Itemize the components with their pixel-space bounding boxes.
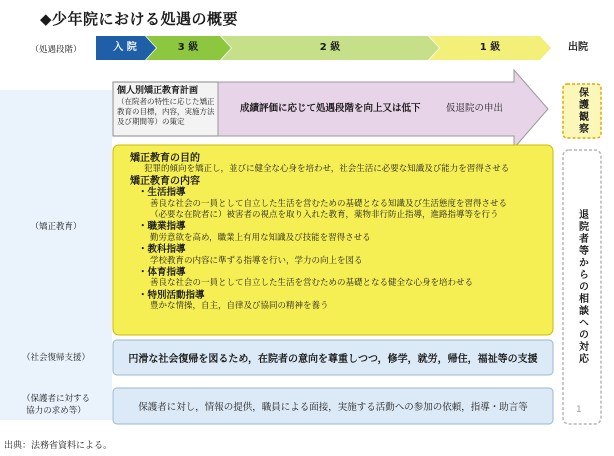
- plan-body: （在院者の特性に応じた矯正教育の目標，内容，実施方法及び期間等）の策定: [117, 97, 215, 126]
- item-life-line2: （必要な在院者に）被害者の視点を取り入れた教育，薬物非行防止指導，進路指導等を行う: [150, 210, 499, 221]
- purpose-body: 犯罪的傾向を矯正し，並びに健全な心身を培わせ，社会生活に必要な知識及び能力を習得させる: [144, 164, 510, 175]
- content-title: 矯正教育の内容: [130, 175, 200, 187]
- item-special-title: ・特別活動指導: [138, 289, 205, 301]
- correctional-content: [130, 153, 550, 313]
- row-label-social: （社会復帰支援）: [21, 353, 90, 363]
- stage-exit-label: 出院: [568, 42, 588, 53]
- item-academic-title: ・教科指導: [138, 244, 186, 256]
- item-vocational-line1: 勤労意欲を高め，職業上有用な知識及び技能を習得させる: [150, 232, 371, 243]
- plan-title: 個人別矯正教育計画: [117, 86, 199, 96]
- item-life-line1: 善良な社会の一員として自立した生活を営むための基礎となる知識及び生活態度を習得させる: [150, 198, 508, 209]
- arrow-text-parole: 仮退院の申出: [446, 103, 504, 114]
- probation-label-wrap: [563, 84, 601, 138]
- guardian-text: 保護者に対し，情報の提供，職員による面接，実施する活動への参加の依頼，指導・助言等: [138, 402, 528, 413]
- row-label-guardian: （保護者に対する 協力の求め等）: [21, 394, 90, 416]
- row-label-stage: （処遇段階）: [30, 45, 82, 55]
- consult-label-wrap: [563, 150, 601, 424]
- item-pe-title: ・体育指導: [138, 267, 186, 279]
- stage-1-label: 1 級: [479, 42, 501, 53]
- purpose-title: 矯正教育の目的: [130, 153, 200, 164]
- probation-label: 保護観察: [576, 87, 588, 135]
- stage-2-label: 2 級: [319, 42, 341, 53]
- page-title: ◆少年院における処遇の概要: [40, 10, 239, 28]
- page-number: 1: [576, 405, 582, 415]
- plan-text: [117, 86, 217, 127]
- item-pe-line1: 善良な社会の一員として自立した生活を営むための基礎となる健全な心身を培わせる: [150, 278, 474, 289]
- item-academic-line1: 学校教育の内容に準ずる指導を行い，学力の向上を図る: [150, 255, 363, 266]
- arrow-text-evaluation: 成績評価に応じて処遇段階を向上又は低下: [240, 103, 421, 114]
- consult-label: 退院者等からの相談への対応: [576, 209, 588, 365]
- source-note: 出典：法務省資料による。: [4, 441, 113, 451]
- stage-entry-label: 入 院: [113, 42, 137, 53]
- item-vocational-title: ・職業指導: [138, 221, 186, 233]
- stage-3-label: 3 級: [177, 42, 199, 53]
- social-support-text: 円滑な社会復帰を図るため，在院者の意向を尊重しつつ，修学，就労，帰住，福祉等の支援: [128, 354, 538, 365]
- item-special-line1: 豊かな情操，自主，自律及び協同の精神を養う: [150, 301, 329, 312]
- row-label-correctional: （矯正教育）: [30, 222, 82, 232]
- item-life-title: ・生活指導: [138, 187, 186, 199]
